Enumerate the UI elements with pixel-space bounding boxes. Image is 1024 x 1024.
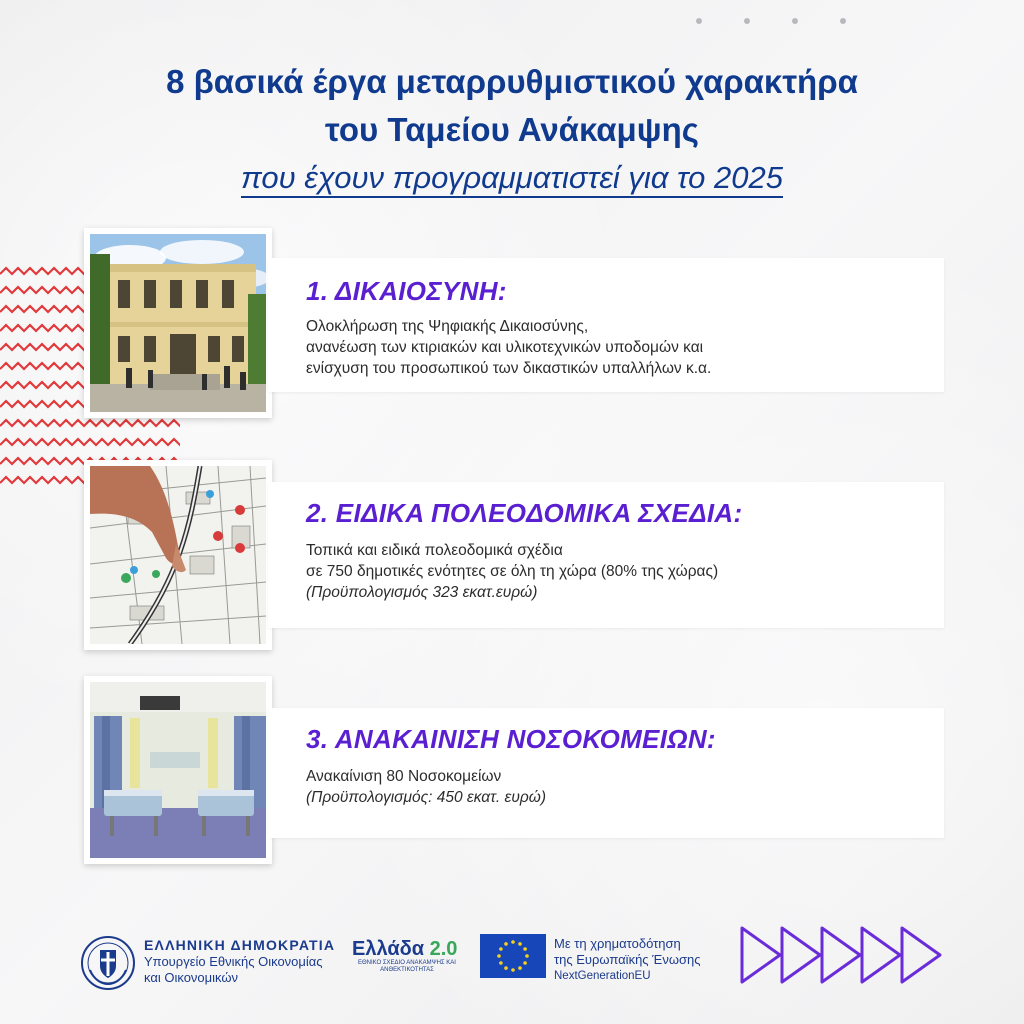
subtitle-text: που έχουν προγραμματιστεί για το 2025 xyxy=(241,160,783,198)
ellada-tagline: ΕΘΝΙΚΟ ΣΧΕΔΙΟ ΑΝΑΚΑΜΨΗΣ ΚΑΙ ΑΝΘΕΚΤΙΚΟΤΗΤΑΣ xyxy=(358,960,456,973)
republic-title: ΕΛΛΗΝΙΚΗ ΔΗΜΟΚΡΑΤΙΑ xyxy=(144,937,336,953)
item-description-line: σε 750 δημοτικές ενότητες σε όλη τη χώρα (80% της χώρας) xyxy=(306,563,719,580)
item-description-line: ενίσχυση του προσωπικού των δικαστικών υπαλλήλων κ.α. xyxy=(306,360,712,377)
ministry-line: και Οικονομικών xyxy=(144,970,239,985)
item-description-line: Ολοκλήρωση της Ψηφιακής Δικαιοσύνης, xyxy=(306,318,589,335)
ministry-text xyxy=(144,936,335,986)
courthouse-photo xyxy=(84,228,272,418)
eu-funding-text xyxy=(554,936,701,984)
item-description-line: Τοπικά και ειδικά πολεοδομικά σχέδια xyxy=(306,542,563,559)
item-description-line: Ανακαίνιση 80 Νοσοκομείων xyxy=(306,768,502,785)
title-line-2: του Ταμείου Ανάκαμψης xyxy=(325,111,699,148)
item-budget-note: (Προϋπολογισμός 323 εκατ.ευρώ) xyxy=(306,584,538,601)
eu-line: NextGenerationEU xyxy=(554,970,651,982)
greece-2-0-logo xyxy=(352,938,462,974)
ellada-name: Ελλάδα xyxy=(352,938,425,960)
greek-republic-seal-icon xyxy=(80,934,136,992)
ellada-version: 2.0 xyxy=(429,938,458,960)
eu-flag-icon xyxy=(480,934,546,978)
page-subtitle xyxy=(0,158,1024,198)
title-line-1: 8 βασικά έργα μεταρρυθμιστικού χαρακτήρα xyxy=(166,63,858,100)
ministry-line: Υπουργείο Εθνικής Οικονομίας xyxy=(144,954,323,969)
urban-plan-map-photo xyxy=(84,460,272,650)
item-budget-note: (Προϋπολογισμός: 450 εκατ. ευρώ) xyxy=(306,789,546,806)
item-description-line: ανανέωση των κτιριακών και υλικοτεχνικών υποδομών και xyxy=(306,339,704,356)
item-card-hospitals xyxy=(268,708,944,838)
decorative-dots xyxy=(696,18,846,24)
item-heading: 3. ΑΝΑΚΑΙΝΙΣΗ ΝΟΣΟΚΟΜΕΙΩΝ: xyxy=(306,724,716,754)
eu-line: Με τη χρηματοδότηση xyxy=(554,936,681,951)
item-card-justice xyxy=(268,258,944,392)
chevron-arrows-icon xyxy=(738,922,948,988)
item-heading: 1. ΔΙΚΑΙΟΣΥΝΗ: xyxy=(306,276,507,306)
item-card-urban-plans xyxy=(268,482,944,628)
hospital-room-photo xyxy=(84,676,272,864)
eu-line: της Ευρωπαϊκής Ένωσης xyxy=(554,952,701,967)
page-title xyxy=(0,58,1024,154)
item-heading: 2. ΕΙΔΙΚΑ ΠΟΛΕΟΔΟΜΙΚΑ ΣΧΕΔΙΑ: xyxy=(306,498,743,528)
